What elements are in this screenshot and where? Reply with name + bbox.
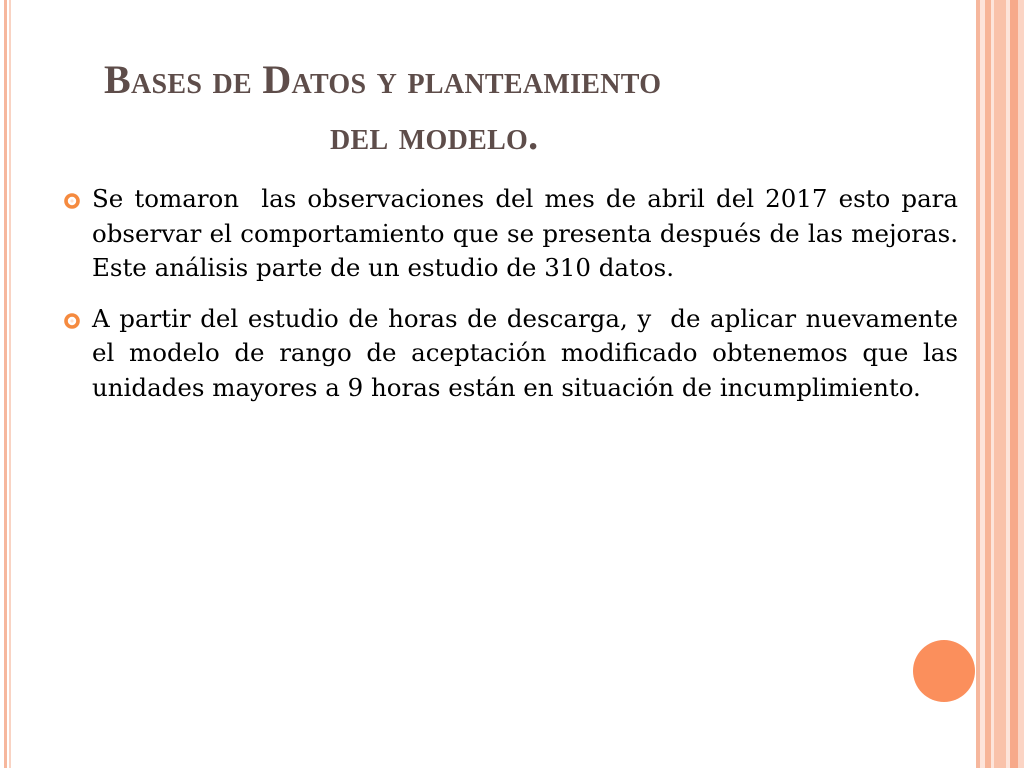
slide-title-line-2: del modelo. [330,113,539,158]
left-border-decoration [0,0,14,768]
loop-bullet-icon [63,192,81,210]
right-border-stripe [1018,0,1024,768]
slide-title-line-1: Bases de Datos y planteamiento [104,57,662,102]
bullet-item [60,302,966,406]
right-border-stripe [1010,0,1018,768]
bullet-item [60,182,966,286]
loop-bullet-icon [63,312,81,330]
bullet-text: Se tomaron las observaciones del mes de abril del 2017 esto para observar el comportamiento que se presenta después de las mejoras. Este análisis parte de un estudio de 310 datos. [92,184,966,282]
left-border-line [4,0,7,768]
bullet-list [60,182,966,421]
bullet-text: A partir del estudio de horas de descarga, y de aplicar nuevamente el modelo de rango de aceptación modificado obtenemos que las unidades mayores a 9 horas están en situación de incumplimiento. [92,303,966,402]
right-border-decoration [976,0,1024,768]
slide-title [60,52,900,164]
orange-circle-decoration [913,640,975,702]
left-border-line [9,0,11,768]
right-border-stripe [994,0,1006,768]
